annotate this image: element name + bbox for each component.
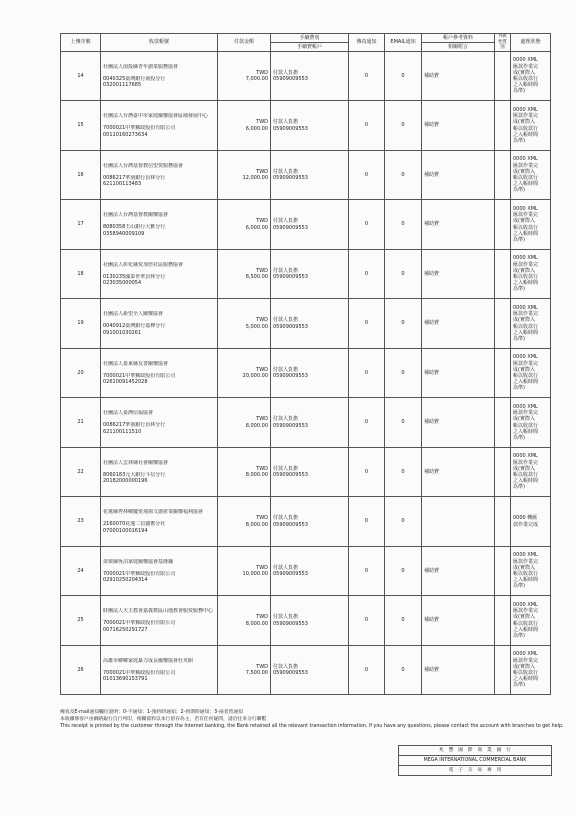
row-bank-branch: 0086217華南銀行員林分行 <box>103 174 166 181</box>
row-bank-branch: 0040325臺灣銀行南投分行 <box>103 75 166 82</box>
row-fee: 付款人負擔 05909009553 <box>271 546 349 596</box>
row-bank-branch: 0130235國泰世華員林分行 <box>103 273 166 280</box>
row-note: 補助費 <box>422 101 495 151</box>
row-email-notify: 0 <box>385 249 422 299</box>
row-payee-name: 社團法人新望全人關懷協會 <box>103 311 164 318</box>
row-status: 0000 轉匯 款作業完成 <box>511 497 551 547</box>
header-amount: 付款金額 <box>218 34 271 52</box>
row-account-number: 621100113483 <box>103 181 142 188</box>
header-ref-data: 帳戶參考資料 <box>422 34 494 43</box>
row-seq: 16 <box>61 150 101 200</box>
row-seq: 24 <box>61 546 101 596</box>
row-account-number: 023035000054 <box>103 280 142 287</box>
row-account-number: 032001117685 <box>103 82 142 89</box>
row-status: 0000 XML 匯款作業完 成(實際入 帳以收款行 之入帳時間 為準) <box>511 348 551 398</box>
row-payee-name: 財團法人天主教會嘉義教區山地教會服愛服務中心 <box>103 608 214 615</box>
row-seq: 21 <box>61 398 101 448</box>
row-seq: 15 <box>61 101 101 151</box>
footnote-disclaimer-zh: 本收據係客戶由網路銀行自行列印，相關資料以本行留存為主，若有任何疑問，請洽往來分行聯繫 <box>60 717 267 723</box>
row-bank-branch: 7000021中華郵政股份有限公司 <box>103 669 176 676</box>
row-account-number: 02910250204314 <box>103 577 148 584</box>
row-bank-branch: 7000021中華郵政股份有限公司 <box>103 570 176 577</box>
row-account-number: 00110160273634 <box>103 131 148 138</box>
row-account-cell <box>101 398 218 448</box>
row-amount: TWD 6,000.00 <box>218 101 271 151</box>
footnotes <box>60 709 564 731</box>
row-amount: TWD 8,000.00 <box>218 596 271 646</box>
row-email-notify: 0 <box>385 497 422 547</box>
table-header-row <box>61 34 551 52</box>
row-foreign-type <box>495 645 511 695</box>
row-fax-notify: 0 <box>349 51 385 101</box>
row-payee-name: 社團法人南投縣青年創業服務協會 <box>103 63 179 70</box>
row-foreign-type <box>495 101 511 151</box>
row-seq: 25 <box>61 596 101 646</box>
row-email-notify: 0 <box>385 645 422 695</box>
row-note: 補助費 <box>422 200 495 250</box>
row-fee: 付款人負擔 05909009553 <box>271 200 349 250</box>
row-fax-notify: 0 <box>349 150 385 200</box>
row-account-cell <box>101 101 218 151</box>
row-status: 0000 XML 匯款作業完 成(實際入 帳以收款行 之入帳時間 為準) <box>511 398 551 448</box>
table-row <box>61 596 551 646</box>
row-note: 補助費 <box>422 150 495 200</box>
row-email-notify: 0 <box>385 51 422 101</box>
row-email-notify: 0 <box>385 447 422 497</box>
table-row <box>61 497 551 547</box>
row-payee-name: 社團法人臺灣信福協會 <box>103 410 154 417</box>
row-seq: 19 <box>61 299 101 349</box>
row-account-number: 00716250291727 <box>103 626 148 633</box>
row-account-cell <box>101 51 218 101</box>
row-payee-name: 社團法人雲林縣社會關懷協會 <box>103 459 169 466</box>
row-payee-name: 社團法人彰化縣愛加倍社區服務協會 <box>103 261 184 268</box>
header-foreign: 外匯性質別 <box>495 34 511 52</box>
row-account-cell <box>101 596 218 646</box>
row-bank-branch: 0040912臺灣銀行嘉樺分行 <box>103 323 166 330</box>
header-seq: 上傳序號 <box>61 34 101 52</box>
row-bank-branch: 7000021中華郵政股份有限公司 <box>103 125 176 132</box>
row-account-number: 20182000000196 <box>103 478 148 485</box>
row-seq: 14 <box>61 51 101 101</box>
header-fee-account: 手續費帳戶 <box>296 43 322 50</box>
row-status: 0000 XML 匯款作業完 成(實際入 帳以收款行 之入帳時間 為準) <box>511 447 551 497</box>
row-email-notify: 0 <box>385 200 422 250</box>
row-foreign-type <box>495 249 511 299</box>
row-email-notify: 0 <box>385 299 422 349</box>
header-ref-note: 相關附言 <box>447 43 468 50</box>
row-status: 0000 XML 匯款作業完 成(實際入 帳以收款行 之入帳時間 為準) <box>511 645 551 695</box>
row-account-cell <box>101 645 218 695</box>
row-bank-branch: 8080358玉山銀行大雅分行 <box>103 224 166 231</box>
row-note <box>422 497 495 547</box>
row-fax-notify: 0 <box>349 645 385 695</box>
row-amount: TWD 8,500.00 <box>218 249 271 299</box>
row-account-cell <box>101 447 218 497</box>
row-fax-notify: 0 <box>349 200 385 250</box>
row-amount: TWD 5,000.00 <box>218 299 271 349</box>
row-foreign-type <box>495 596 511 646</box>
row-foreign-type <box>495 546 511 596</box>
row-note: 補助費 <box>422 447 495 497</box>
row-status: 0000 XML 匯款作業完 成(實際入 帳以收款行 之入帳時間 為準) <box>511 51 551 101</box>
row-email-notify: 0 <box>385 596 422 646</box>
row-account-number: 621100111510 <box>103 428 142 435</box>
row-account-cell <box>101 200 218 250</box>
row-foreign-type <box>495 200 511 250</box>
row-note: 補助費 <box>422 546 495 596</box>
row-account-number: 02610091452028 <box>103 379 148 386</box>
row-amount: TWD 8,000.00 <box>218 447 271 497</box>
header-fee-type: 手續費別 <box>271 34 348 43</box>
row-fee: 付款人負擔 05909009553 <box>271 398 349 448</box>
table-row <box>61 249 551 299</box>
row-note: 補助費 <box>422 249 495 299</box>
row-amount: TWD 8,000.00 <box>218 497 271 547</box>
row-fax-notify: 0 <box>349 249 385 299</box>
header-fee <box>271 34 349 52</box>
row-fax-notify: 0 <box>349 299 385 349</box>
row-foreign-type <box>495 348 511 398</box>
table-row <box>61 645 551 695</box>
row-foreign-type <box>495 398 511 448</box>
row-fee: 付款人負擔 05909009553 <box>271 299 349 349</box>
row-account-cell <box>101 299 218 349</box>
table-row <box>61 348 551 398</box>
row-amount: TWD 12,000.00 <box>218 150 271 200</box>
row-account-number: 091001030261 <box>103 329 142 336</box>
header-fax: 傳真通知 <box>349 34 385 52</box>
row-email-notify: 0 <box>385 101 422 151</box>
bank-stamp-name-en: MEGA INTERNATIONAL COMMERCIAL BANK <box>399 756 551 766</box>
table-row <box>61 447 551 497</box>
row-payee-name: 社團法人台灣基督教關懷協會 <box>103 212 169 219</box>
table-row <box>61 299 551 349</box>
row-payee-name: 花蓮縣秀林鄉慶愛飛揚文創產業關懷福利協會 <box>103 509 204 516</box>
row-fee: 付款人負擔 05909009553 <box>271 51 349 101</box>
row-fax-notify: 0 <box>349 546 385 596</box>
row-account-number: 0358940009109 <box>103 230 145 237</box>
row-payee-name: 社團法人台灣基督教信望愛服務協會 <box>103 162 184 169</box>
row-note: 補助費 <box>422 645 495 695</box>
row-fax-notify: 0 <box>349 348 385 398</box>
row-seq: 26 <box>61 645 101 695</box>
row-foreign-type <box>495 150 511 200</box>
row-amount: TWD 10,000.00 <box>218 546 271 596</box>
row-seq: 22 <box>61 447 101 497</box>
row-account-cell <box>101 150 218 200</box>
row-payee-name: 苗栗縣恆泊家庭關懷協會基隆據 <box>103 558 174 565</box>
row-email-notify: 0 <box>385 150 422 200</box>
row-status: 0000 XML 匯款作業完 成(實際入 帳以收款行 之入帳時間 為準) <box>511 200 551 250</box>
row-status: 0000 XML 匯款作業完 成(實際入 帳以收款行 之入帳時間 為準) <box>511 546 551 596</box>
row-bank-branch: 8060183元大銀行斗信分行 <box>103 471 166 478</box>
bank-stamp-name-zh: 兆 豐 國 際 商 業 銀 行 <box>399 746 551 756</box>
header-reference <box>422 34 495 52</box>
header-account: 收款帳號 <box>101 34 218 52</box>
table-row <box>61 546 551 596</box>
row-amount: TWD 7,000.00 <box>218 51 271 101</box>
row-amount: TWD 6,000.00 <box>218 200 271 250</box>
row-fee: 付款人負擔 05909009553 <box>271 101 349 151</box>
row-fax-notify: 0 <box>349 101 385 151</box>
row-fee: 付款人負擔 05909009553 <box>271 596 349 646</box>
row-amount: TWD 7,500.00 <box>218 645 271 695</box>
row-bank-branch: 7000021中華郵政股份有限公司 <box>103 620 176 627</box>
row-seq: 17 <box>61 200 101 250</box>
row-amount: TWD 20,000.00 <box>218 348 271 398</box>
row-payee-name: 社團法人臺東縣友善關懷協會 <box>103 360 169 367</box>
row-foreign-type <box>495 497 511 547</box>
row-foreign-type <box>495 51 511 101</box>
row-fee: 付款人負擔 05909009553 <box>271 645 349 695</box>
row-fee: 付款人負擔 05909009553 <box>271 497 349 547</box>
row-fax-notify: 0 <box>349 596 385 646</box>
row-account-cell <box>101 546 218 596</box>
table-row <box>61 200 551 250</box>
table-row <box>61 101 551 151</box>
row-payee-name: 社團法人台灣臺中市家庭關懷協會區域發展中心 <box>103 113 209 120</box>
row-foreign-type <box>495 299 511 349</box>
row-fee: 付款人負擔 05909009553 <box>271 249 349 299</box>
row-seq: 23 <box>61 497 101 547</box>
row-foreign-type <box>495 447 511 497</box>
row-bank-branch: 0086217華南銀行員林分行 <box>103 422 166 429</box>
row-email-notify: 0 <box>385 546 422 596</box>
table-row <box>61 398 551 448</box>
footnote-disclaimer-en: This receipt is printed by the customer through the Internet banking, the Bank retained all the relevant transaction information. If you have any questions, please contact the account with branches to get help. <box>60 724 564 730</box>
row-email-notify: 0 <box>385 348 422 398</box>
row-fee: 付款人負擔 05909009553 <box>271 150 349 200</box>
row-fax-notify: 0 <box>349 447 385 497</box>
row-status: 0000 XML 匯款作業完 成(實際入 帳以收款行 之入帳時間 為準) <box>511 101 551 151</box>
row-note: 補助費 <box>422 398 495 448</box>
row-note: 補助費 <box>422 299 495 349</box>
row-account-cell <box>101 348 218 398</box>
row-seq: 20 <box>61 348 101 398</box>
table-row <box>61 150 551 200</box>
header-status: 處理狀態 <box>511 34 551 52</box>
row-bank-branch: 2160070花蓮二信儲蓄分社 <box>103 521 166 528</box>
row-status: 0000 XML 匯款作業完 成(實際入 帳以收款行 之入帳時間 為準) <box>511 596 551 646</box>
table-row <box>61 51 551 101</box>
row-fax-notify: 0 <box>349 497 385 547</box>
row-account-number: 01013690153791 <box>103 676 148 683</box>
remittance-table <box>60 33 551 695</box>
row-email-notify: 0 <box>385 398 422 448</box>
row-status: 0000 XML 匯款作業完 成(實際入 帳以收款行 之入帳時間 為準) <box>511 299 551 349</box>
footnote-notify-legend: 傳真及E-mail通知欄位說明：0-不通知；1-預約時通知；2-到期時通知；3-兩者皆通知 <box>60 710 243 715</box>
row-status: 0000 XML 匯款作業完 成(實際入 帳以收款行 之入帳時間 為準) <box>511 150 551 200</box>
row-fee: 付款人負擔 05909009553 <box>271 447 349 497</box>
row-note: 補助費 <box>422 51 495 101</box>
bank-stamp-usage: 電 子 交 易 專 用 <box>448 768 502 773</box>
row-fee: 付款人負擔 05909009553 <box>271 348 349 398</box>
row-bank-branch: 7000021中華郵政股份有限公司 <box>103 372 176 379</box>
row-account-cell <box>101 497 218 547</box>
row-account-number: 07000100016194 <box>103 527 148 534</box>
row-amount: TWD 8,000.00 <box>218 398 271 448</box>
row-note: 補助費 <box>422 348 495 398</box>
bank-stamp <box>398 745 552 776</box>
row-account-cell <box>101 249 218 299</box>
row-payee-name: 高雄市鄉鄉家庭暴力成長關懷協會杜英館 <box>103 657 194 664</box>
header-email: EMAIL通知 <box>385 34 422 52</box>
row-seq: 18 <box>61 249 101 299</box>
table-body <box>61 51 551 695</box>
row-status: 0000 XML 匯款作業完 成(實際入 帳以收款行 之入帳時間 為準) <box>511 249 551 299</box>
row-note: 補助費 <box>422 596 495 646</box>
row-fax-notify: 0 <box>349 398 385 448</box>
